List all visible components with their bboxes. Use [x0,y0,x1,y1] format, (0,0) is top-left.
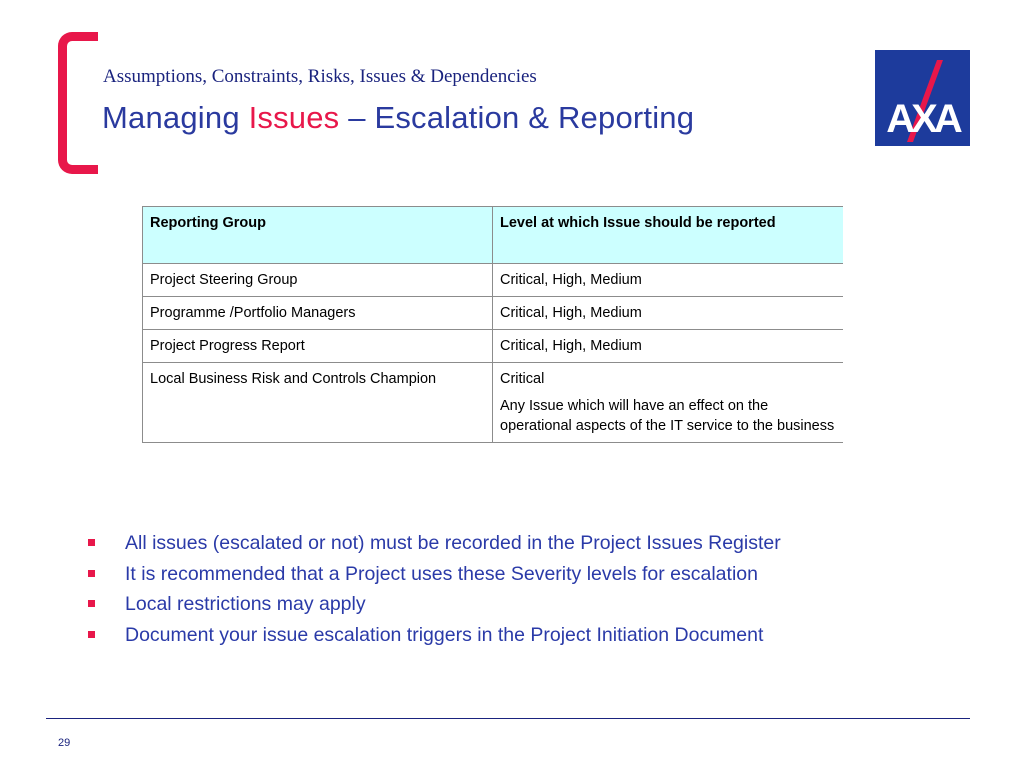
cell-level: Critical [500,371,545,387]
cell-level: Critical, High, Medium [493,297,844,330]
list-item [86,592,781,623]
cell-note: Any Issue which will have an effect on the operational aspects of the IT service to the business [500,398,835,434]
axa-logo-graphic [875,50,970,146]
list-item [86,623,781,654]
list-item [86,562,781,593]
list-item [86,531,781,562]
bullet-text: Local restrictions may apply [125,593,366,615]
table-row [143,264,844,297]
cell-group: Local Business Risk and Controls Champion [143,363,493,443]
bullet-square-icon [88,600,95,607]
footer-divider [46,718,970,719]
section-subtitle: Assumptions, Constraints, Risks, Issues & Dependencies [103,66,537,87]
bullet-text: All issues (escalated or not) must be recorded in the Project Issues Register [125,532,781,554]
table-row [143,297,844,330]
title-part1: Managing [102,100,249,135]
cell-level-with-note [493,363,844,443]
cell-group: Project Progress Report [143,330,493,363]
title-highlight: Issues [248,100,340,135]
bullet-text: Document your issue escalation triggers in the Project Initiation Document [125,623,764,646]
decorative-bracket [58,32,98,174]
page-number: 29 [58,737,71,749]
reporting-table [142,206,843,443]
bullet-list [86,531,781,653]
page-title [102,100,694,136]
header-reporting-group: Reporting Group [143,207,493,264]
bullet-text: It is recommended that a Project uses these Severity levels for escalation [125,562,758,585]
table-header-row [143,207,844,264]
cell-level: Critical, High, Medium [493,264,844,297]
axa-logo [875,50,970,146]
cell-group: Project Steering Group [143,264,493,297]
axa-logo-text: AXA [886,97,959,141]
title-part2: – Escalation & Reporting [339,100,695,135]
cell-group: Programme /Portfolio Managers [143,297,493,330]
cell-level: Critical, High, Medium [493,330,844,363]
bullet-square-icon [88,570,95,577]
table-row [143,330,844,363]
bullet-square-icon [88,539,95,546]
header-level: Level at which Issue should be reported [493,207,844,264]
table-row [143,363,844,443]
bullet-square-icon [88,631,95,638]
